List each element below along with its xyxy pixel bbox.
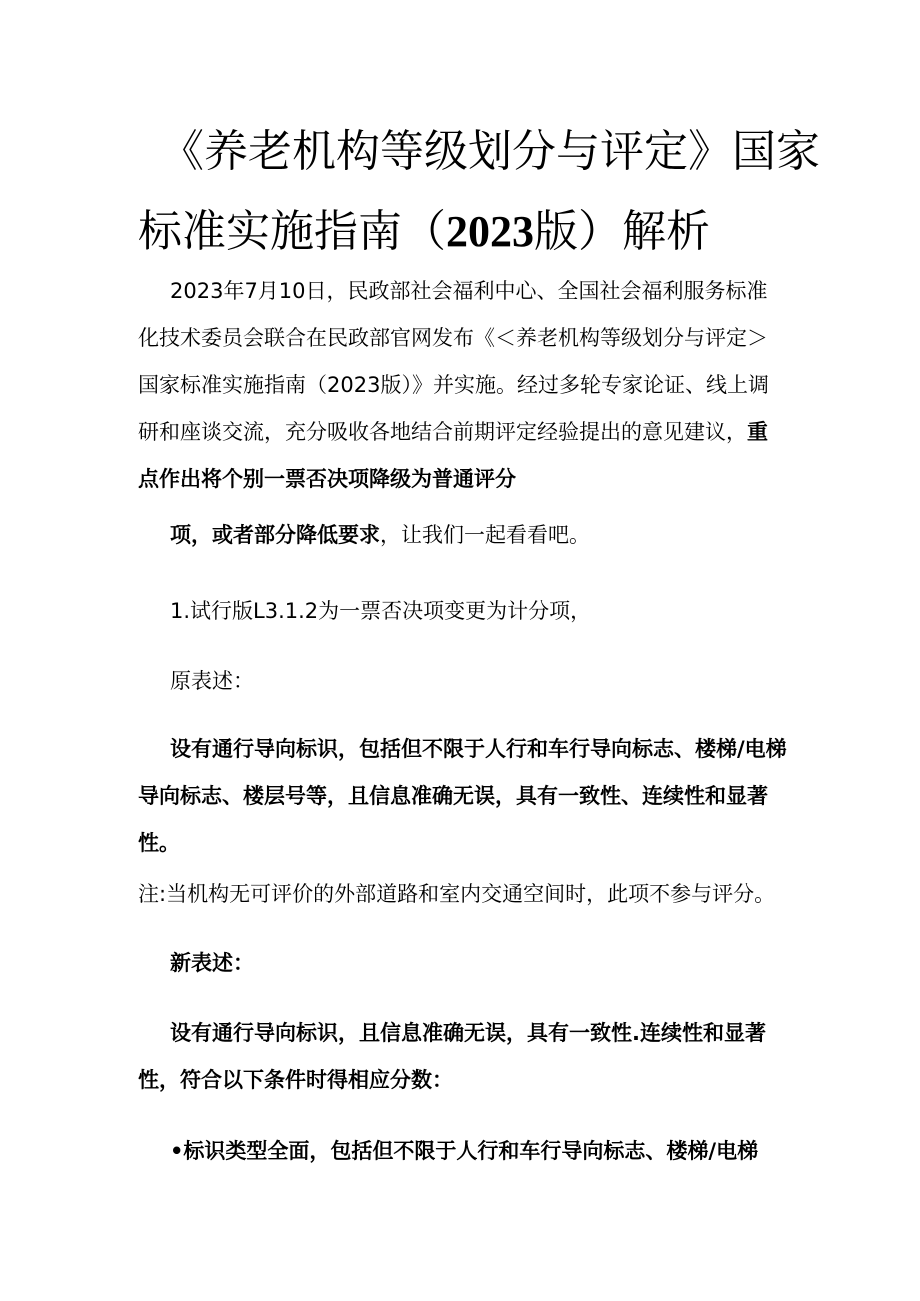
continuation-text: ，让我们一起看看吧。 bbox=[380, 523, 590, 547]
title-year: 2023 bbox=[446, 207, 534, 256]
intro-continuation bbox=[138, 512, 788, 559]
intro-paragraph bbox=[138, 268, 788, 503]
new-label: 新表述： bbox=[170, 951, 254, 975]
new-statement: 设有通行导向标识，且信息准确无误，具有一致性.连续性和显著性，符合以下条件时得相应分数： bbox=[138, 1021, 766, 1092]
document-title bbox=[138, 112, 820, 272]
title-line-1: 《养老机构等级划分与评定》国家 bbox=[160, 126, 820, 177]
continuation-bold-text: 项，或者部分降低要求 bbox=[170, 523, 380, 547]
item-1-heading: 1.试行版L3.1.2为一票否决项变更为计分项， bbox=[170, 599, 592, 623]
note-text: 注:当机构无可评价的外部道路和室内交通空间时，此项不参与评分。 bbox=[138, 882, 776, 906]
original-statement: 设有通行导向标识，包括但不限于人行和车行导向标志、楼梯/电梯导向标志、楼层号等，且信息准确无误，具有一致性、连续性和显著性。 bbox=[138, 737, 787, 855]
title-line-2 bbox=[138, 192, 798, 272]
original-label: 原表述： bbox=[170, 669, 254, 693]
title-line-2-prefix: 标准实施指南（ bbox=[138, 206, 446, 257]
title-line-2-suffix: 版）解析 bbox=[534, 206, 710, 257]
bullet-item: •标识类型全面，包括但不限于人行和车行导向标志、楼梯/电梯 bbox=[170, 1139, 759, 1163]
intro-bold-text: 重点作出将个别一票否决项降级为普通评分 bbox=[138, 420, 768, 491]
intro-text: 2023年7月10日，民政部社会福利中心、全国社会福利服务标准化技术委员会联合在民政部官网发布《＜养老机构等级划分与评定＞国家标准实施指南（2023版）》并实施。经过多轮专家论证、线上调研和座谈交流，充分吸收各地结合前期评定经验提出的意见建议， bbox=[138, 279, 769, 444]
